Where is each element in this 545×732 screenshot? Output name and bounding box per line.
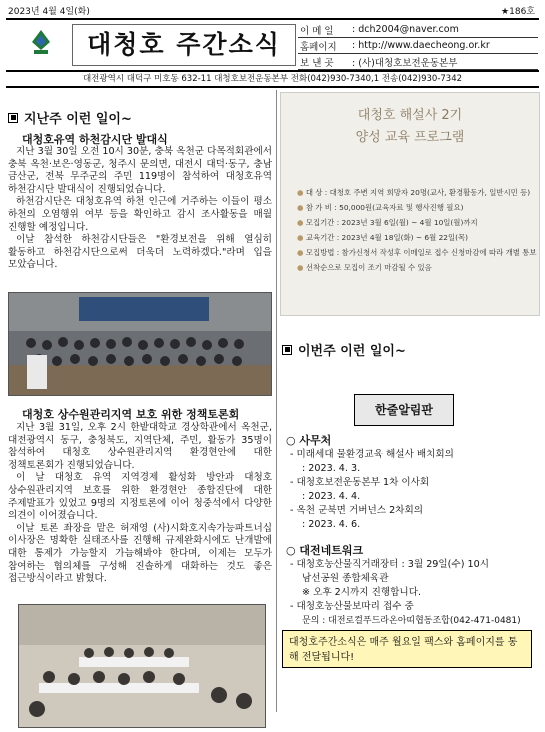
issue-number: ★186호 — [501, 7, 535, 17]
contact-sender-row: 보 낸 곳 : (사)대청호보전운동본부 — [298, 54, 538, 70]
notice-board-badge: 한줄알림판 — [354, 394, 454, 426]
network-heading: ○ 대전네트워크 — [286, 544, 364, 557]
homepage-link[interactable]: : http://www.daecheong.or.kr — [352, 40, 490, 51]
issue-date: 2023년 4월 4일(화) — [8, 7, 90, 17]
contact-homepage-row: 홈페이지 : http://www.daecheong.or.kr — [298, 38, 538, 54]
top-bar — [6, 4, 539, 18]
article2-photo — [18, 604, 266, 728]
section-this-week: 이번주 이런 일이~ — [282, 340, 406, 359]
square-bullet-icon — [282, 345, 292, 355]
article2-body: 지난 3월 31일, 오후 2시 한밭대학교 경상학관에서 옥천군, 대전광역시 동구, 충청북도, 지역단체, 주민, 활동가 35명이 참석하여 대청호 상수원관리지역 환경현안에 대한 정책토론회가 진행되었습니다. 이 날 대청호 유역 지역경제 활성화 방안과 대청호 상수원관리지역 보호를 위한 환경현안 종합진단에 대한 주제발표가 있었고 9명의 지정토론에 이어 청중석에서 다양한 의견이 이어졌습니다. 이날 토론 좌장을 맡은 허재영 (사)시화호지속가능파트너십 이사장은 명확한 실태조사를 진행해 규제완화시에도 난개발에 대한 통제가 가능할지 가늠해봐야 한다며, 이제는 모두가 참여하는 협의체를 구성해 진솔하게 대화하는 것도 좋은 접근방식이라고 밝혔다. — [8, 422, 272, 585]
address-line: 대전광역시 대덕구 미호동 632-11 대청호보전운동본부 전화(042)930-7340,1 전송(042)930-7342 — [82, 74, 463, 84]
organization-logo-icon — [28, 28, 54, 56]
article2-title: 대청호 상수원관리지역 보호 위한 정책토론회 — [22, 408, 240, 421]
square-bullet-icon — [8, 113, 18, 123]
distribution-note: 대청호주간소식은 매주 월요일 팩스와 홈페이지를 통해 전달됩니다! — [282, 630, 532, 668]
office-heading: ○ 사무처 — [286, 434, 332, 447]
divider — [6, 86, 539, 88]
article1-photo — [8, 292, 272, 396]
masthead — [6, 18, 539, 72]
column-divider — [276, 90, 277, 712]
section-last-week: 지난주 이런 일이~ — [8, 108, 132, 127]
notice-list: ○ 사무처 - 미래세대 물환경교육 해설사 배치회의 : 2023. 4. 3. - 대청호보전운동본부 1차 이사회 : 2023. 4. 4. - 옥천 군북면 거버넌스 2차회의 : 2023. 4. 6. ○ 대전네트워크 - 대청호농산물직거래장터 : 3월 29일(수) 10시 남선공원 종합체육관 ※ 오후 2시까지 진행합니다. - 대청호농산물보따리 접수 중 문의 : 대전로컬푸드라온아띠협동조합(042-471-0481) — [286, 430, 536, 628]
poster-details: ● 대 상 : 대청호 주변 지역 희망자 20명(교사, 환경활동가, 일반시민 등) ● 참 가 비 : 50,000원(교육자료 및 행사진행 필요) ● 모집기간 : 2023년 3월 6일(월) ~ 4월 10일(월)까지 ● 교육기간 : 2023년 4월 18일(화) ~ 6월 22일(목) ● 모집방법 : 참가신청서 작성후 이메일로 접수 신청마감에 따라 개별 통보 ● 선착순으로 모집이 조기 마감될 수 있음 — [297, 185, 537, 275]
poster-title: 대청호 해설사 2기 양성 교육 프로그램 — [355, 108, 465, 145]
email-value[interactable]: : dch2004@naver.com — [352, 24, 459, 35]
education-program-poster — [280, 92, 540, 316]
contact-info — [298, 22, 538, 70]
newsletter-title: 대청호 주간소식 — [72, 24, 296, 66]
article1-title: 대청호유역 하천감시단 발대식 — [22, 133, 168, 146]
article1-body: 지난 3월 30일 오전 10시 30분, 충북 옥천군 다목적회관에서 충북 옥천·보은·영동군, 청주시 문의면, 대전시 대덕·동구, 충남 금산군, 전북 무주군의 주민 119명이 참석하여 대청호유역 하천감시단 발대식이 진행되었습니다. 하천감시단은 대청호유역 하천 인근에 거주하는 이들이 평소 하천의 오염행위 여부 등을 확인하고 감시 조사활동을 매월 진행할 예정입니다. 이날 참석한 하천감시단들은 "환경보전을 위해 열심히 활동하고 하천감시단으로써 더욱더 노력하겠다."라며 입을 모았습니다. — [8, 146, 272, 271]
contact-email-row: 이 메 일 : dch2004@naver.com — [298, 22, 538, 38]
